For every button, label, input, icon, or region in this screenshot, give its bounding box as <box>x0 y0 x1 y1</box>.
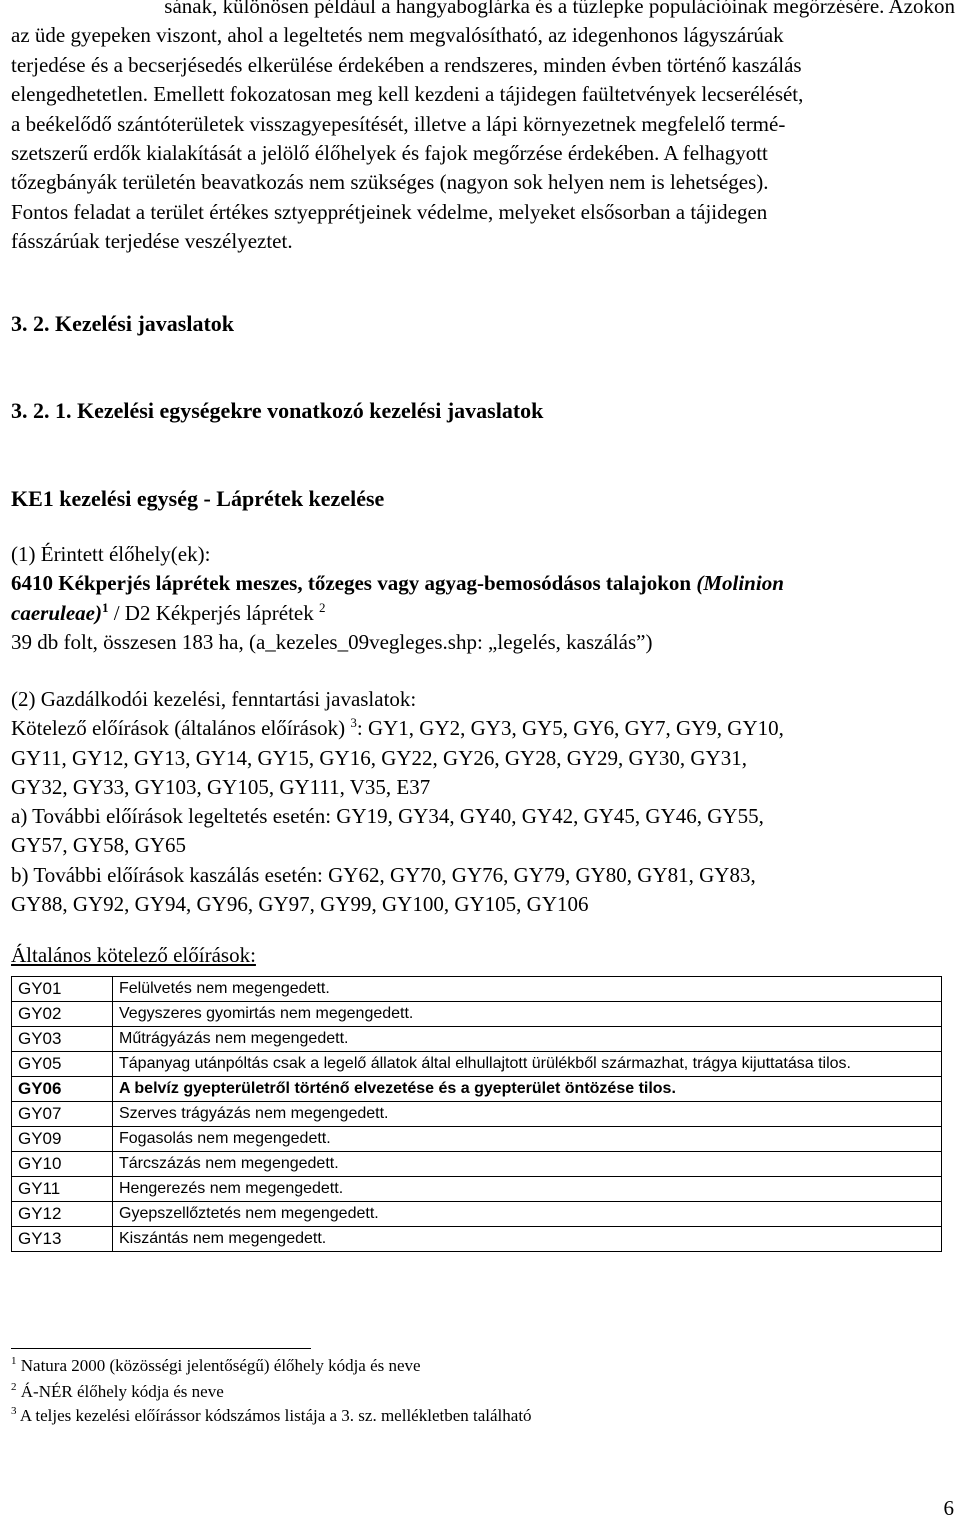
rule-text: Felülvetés nem megengedett. <box>113 977 942 1002</box>
rule-text: Vegyszeres gyomirtás nem megengedett. <box>113 1002 942 1027</box>
table-row <box>12 1177 942 1202</box>
footnote-ref-1[interactable]: 1 <box>101 599 109 615</box>
intro-line: az üde gyepeken viszont, ahol a legeltetés nem megvalósítható, az idegenhonos lágyszárúak <box>11 23 784 48</box>
table-row <box>12 1002 942 1027</box>
table-row <box>12 1102 942 1127</box>
rule-text: Kiszántás nem megengedett. <box>113 1227 942 1252</box>
intro-line: tőzegbányák területén beavatkozás nem szükséges (nagyon sok helyen nem is lehetséges). <box>11 170 769 195</box>
table-row <box>12 1227 942 1252</box>
rule-text: Fogasolás nem megengedett. <box>113 1127 942 1152</box>
intro-line: fásszárúak terjedése veszélyeztet. <box>11 229 293 254</box>
habitat-d2-text: / D2 Kékperjés láprétek <box>108 600 314 625</box>
management-block <box>11 685 955 919</box>
rule-text: Tápanyag utánpóltás csak a legelő állatok által elhullajtott ürülékből származhat, trágya kijuttatása tilos. <box>113 1052 942 1077</box>
footnote-number: 2 <box>11 1381 17 1393</box>
rules-table <box>11 976 942 1252</box>
table-row <box>12 1152 942 1177</box>
intro-line: Fontos feladat a terület értékes sztyepprétjeinek védelme, melyeket elsősorban a tájidegen <box>11 199 768 224</box>
grazing-rules: a) További előírások legeltetés esetén: GY19, GY34, GY40, GY42, GY45, GY46, GY55, <box>11 804 764 829</box>
intro-line: elengedhetetlen. Emellett fokozatosan meg kell kezdeni a tájidegen faültetvények lecserélését, <box>11 82 804 107</box>
mandatory-list: GY11, GY12, GY13, GY14, GY15, GY16, GY22, GY26, GY28, GY29, GY30, GY31, <box>11 745 747 770</box>
table-row <box>12 977 942 1002</box>
rule-code: GY09 <box>12 1127 113 1152</box>
footnote-text: Natura 2000 (közösségi jelentőségű) élőhely kódja és neve <box>20 1356 421 1375</box>
rule-text: Műtrágyázás nem megengedett. <box>113 1027 942 1052</box>
mowing-rules: b) További előírások kaszálás esetén: GY62, GY70, GY76, GY79, GY80, GY81, GY83, <box>11 862 756 887</box>
habitat-patches: 39 db folt, összesen 183 ha, (a_kezeles_09vegleges.shp: „legelés, kaszálás”) <box>11 629 653 654</box>
footnote <box>11 1356 421 1376</box>
habitat-label: (1) Érintett élőhely(ek): <box>11 542 211 566</box>
rule-code: GY10 <box>12 1152 113 1177</box>
rule-text: Gyepszellőztetés nem megengedett. <box>113 1202 942 1227</box>
footnote-number: 3 <box>11 1405 17 1417</box>
rule-text: A belvíz gyepterületről történő elvezetése és a gyepterület öntözése tilos. <box>113 1077 942 1102</box>
footnote-text: A teljes kezelési előírássor kódszámos listája a 3. sz. mellékletben található <box>19 1406 532 1425</box>
table-row <box>12 1052 942 1077</box>
table-row <box>12 1202 942 1227</box>
rule-code: GY01 <box>12 977 113 1002</box>
table-row <box>12 1027 942 1052</box>
footnote-ref-2[interactable]: 2 <box>318 599 326 615</box>
subsection-heading: 3. 2. 1. Kezelési egységekre vonatkozó kezelési javaslatok <box>11 398 544 423</box>
habitat-latin-1: (Molinion <box>696 571 784 596</box>
table-row <box>12 1077 942 1102</box>
rule-code: GY13 <box>12 1227 113 1252</box>
intro-line: a beékelődő szántóterületek visszagyepesítését, illetve a lápi környezetnek megfelelő termé- <box>11 111 786 136</box>
footnote-ref-3[interactable]: 3 <box>350 715 357 731</box>
table-row <box>12 1127 942 1152</box>
habitat-latin-2: caeruleae) <box>11 600 102 625</box>
general-rules-title: Általános kötelező előírások: <box>11 943 256 967</box>
rule-code: GY03 <box>12 1027 113 1052</box>
footnote-text: Á-NÉR élőhely kódja és neve <box>20 1382 224 1401</box>
habitat-block <box>11 540 955 657</box>
intro-line: szetszerű erdők kialakítását a jelölő élőhelyek és fajok megőrzése érdekében. A felhagyott <box>11 141 768 166</box>
habitat-code-text: 6410 Kékperjés láprétek meszes, tőzeges vagy agyag-bemosódásos talajokon <box>11 571 692 596</box>
mandatory-list: GY32, GY33, GY103, GY105, GY111, V35, E37 <box>11 774 431 799</box>
grazing-rules: GY57, GY58, GY65 <box>11 833 186 858</box>
rule-text: Tárcszázás nem megengedett. <box>113 1152 942 1177</box>
footnote-number: 1 <box>11 1355 17 1367</box>
rule-text: Szerves trágyázás nem megengedett. <box>113 1102 942 1127</box>
mandatory-list: : GY1, GY2, GY3, GY5, GY6, GY7, GY9, GY10, <box>356 716 784 741</box>
footnote <box>11 1382 224 1402</box>
section-heading: 3. 2. Kezelési javaslatok <box>11 311 235 336</box>
mandatory-prefix: Kötelező előírások (általános előírások) <box>11 716 346 741</box>
rule-code: GY05 <box>12 1052 113 1077</box>
intro-line: sának, különösen például a hangyaboglárka és a tűzlepke populációinak megőrzésére. Azokon <box>164 0 955 18</box>
rule-text: Hengerezés nem megengedett. <box>113 1177 942 1202</box>
page-number: 6 <box>943 1496 954 1520</box>
unit-heading: KE1 kezelési egység - Láprétek kezelése <box>11 486 385 511</box>
rule-code: GY12 <box>12 1202 113 1227</box>
rule-code: GY07 <box>12 1102 113 1127</box>
management-label: (2) Gazdálkodói kezelési, fenntartási javaslatok: <box>11 687 417 711</box>
rule-code: GY11 <box>12 1177 113 1202</box>
rule-code: GY02 <box>12 1002 113 1027</box>
intro-line: terjedése és a becserjésedés elkerülése érdekében a rendszeres, minden évben történő kaszálás <box>11 52 802 77</box>
mowing-rules: GY88, GY92, GY94, GY96, GY97, GY99, GY100, GY105, GY106 <box>11 892 589 917</box>
rule-code: GY06 <box>12 1077 113 1102</box>
footnote-divider <box>11 1348 311 1349</box>
intro-paragraph <box>11 0 955 257</box>
footnote <box>11 1406 532 1426</box>
